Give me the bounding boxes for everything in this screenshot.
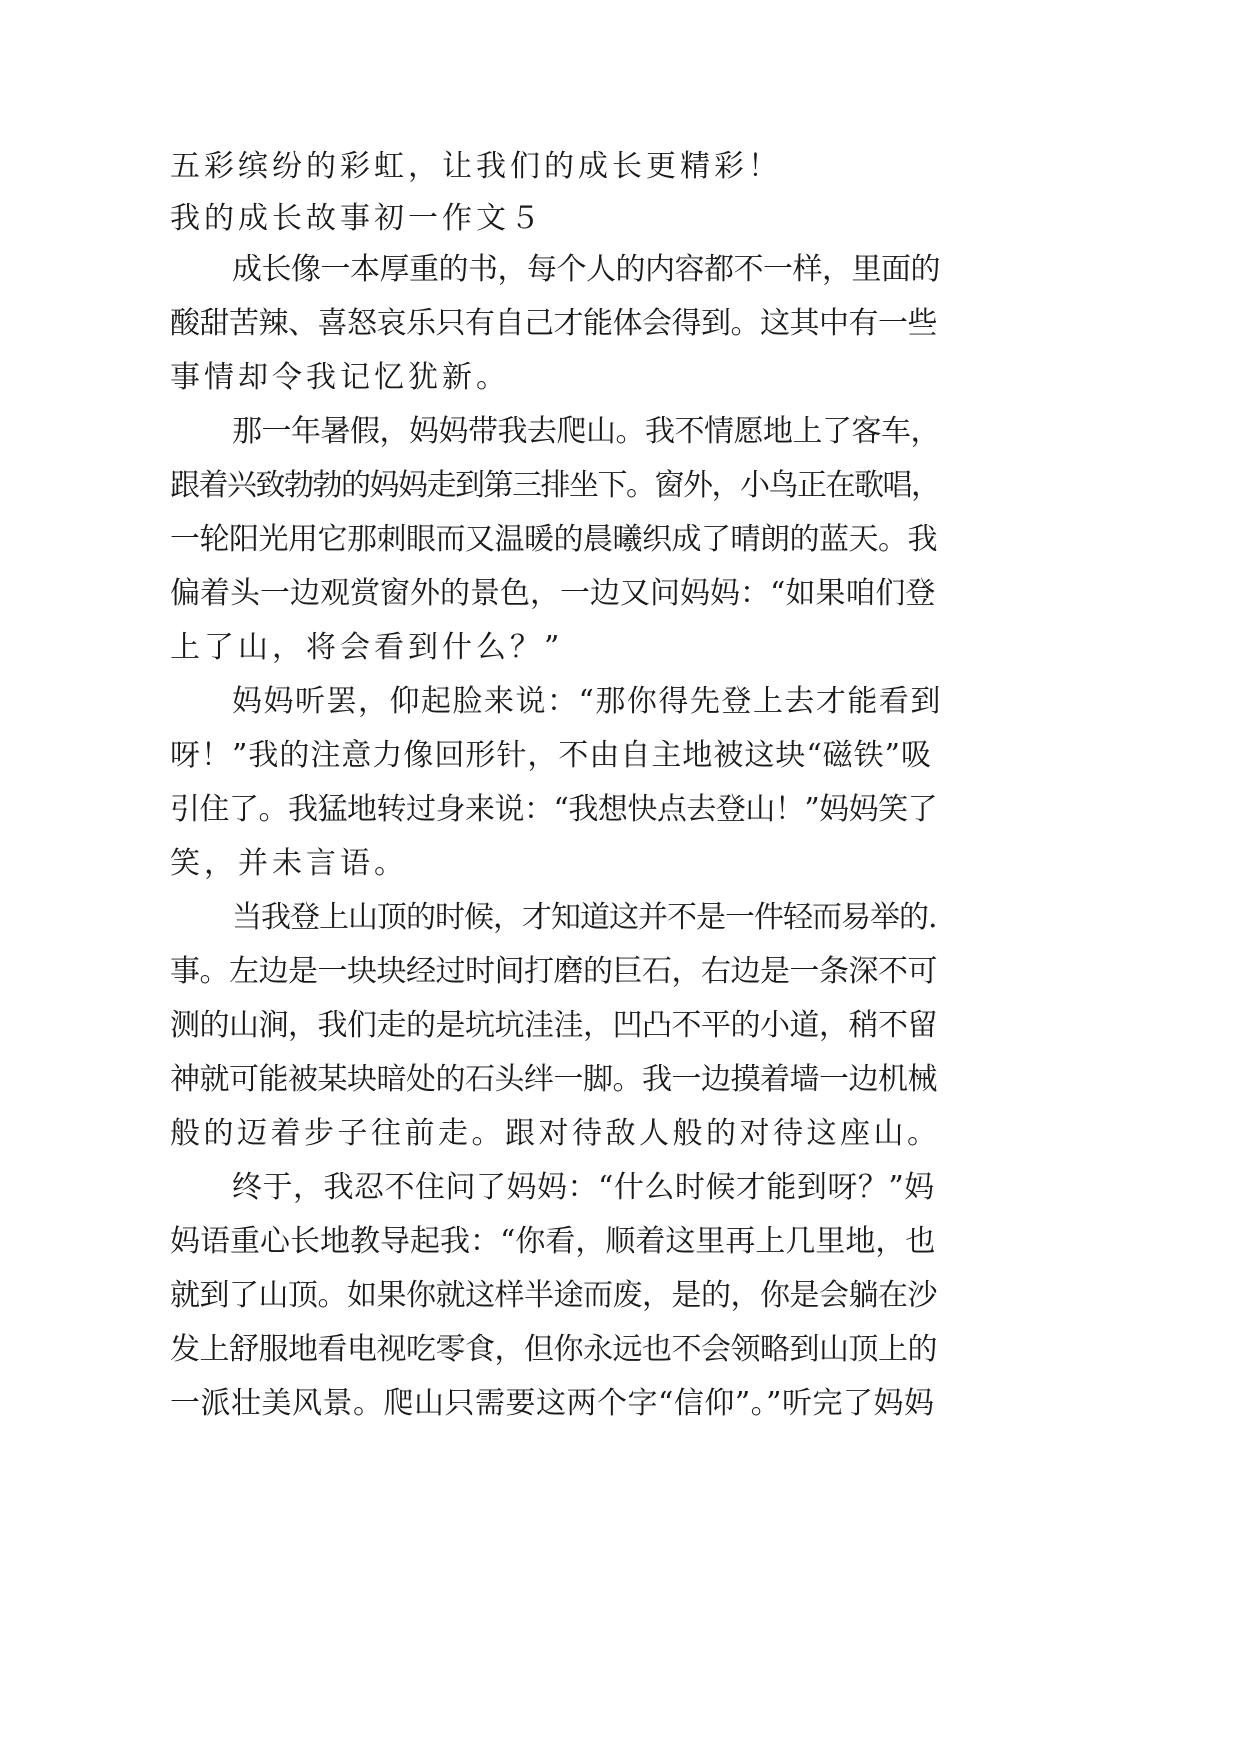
paragraph-start-line: 当我登上山顶的时候，才知道这并不是一件轻而易举的. xyxy=(232,900,937,935)
text-line: 酸甜苦辣、喜怒哀乐只有自己才能体会得到。这其中有一些 xyxy=(170,306,937,341)
paragraph-start-line: 终于，我忍不住问了妈妈：“什么时候才能到呀？”妈 xyxy=(232,1170,935,1205)
text-line: 五彩缤纷的彩虹，让我们的成长更精彩！ xyxy=(170,149,782,184)
text-line: 上了山，将会看到什么？” xyxy=(170,630,564,665)
paragraph-start-line: 那一年暑假，妈妈带我去爬山。我不情愿地上了客车， xyxy=(232,414,940,449)
text-line: 跟着兴致勃勃的妈妈走到第三排坐下。窗外，小鸟正在歌唱， xyxy=(170,468,940,503)
text-line: 引住了。我猛地转过身来说：“我想快点去登山！”妈妈笑了 xyxy=(170,792,938,827)
text-line: 事。左边是一块块经过时间打磨的巨石，右边是一条深不可 xyxy=(170,954,937,989)
text-line: 事情却令我记忆犹新。 xyxy=(170,360,510,395)
text-line: 妈语重心长地教导起我：“你看，顺着这里再上几里地，也 xyxy=(170,1224,936,1259)
text-line: 呀！”我的注意力像回形针，不由自主地被这块“磁铁”吸 xyxy=(170,738,933,773)
section-heading: 我的成长故事初一作文５ xyxy=(170,201,544,236)
text-line: 一派壮美风景。爬山只需要这两个字“信仰”。”听完了妈妈 xyxy=(170,1386,935,1421)
text-line: 偏着头一边观赏窗外的景色，一边又问妈妈：“如果咱们登 xyxy=(170,576,936,611)
text-line: 神就可能被某块暗处的石头绊一脚。我一边摸着墙一边机械 xyxy=(170,1062,937,1097)
text-line: 一轮阳光用它那刺眼而又温暖的晨曦织成了晴朗的蓝天。我 xyxy=(170,522,937,557)
text-line: 般的迈着步子往前走。跟对待敌人般的对待这座山。 xyxy=(170,1116,941,1151)
text-line: 测的山涧，我们走的是坑坑洼洼，凹凸不平的小道，稍不留 xyxy=(170,1008,937,1043)
text-line: 笑，并未言语。 xyxy=(170,846,408,881)
text-line: 发上舒服地看电视吃零食，但你永远也不会领略到山顶上的 xyxy=(170,1332,937,1367)
paragraph-start-line: 成长像一本厚重的书，每个人的内容都不一样，里面的 xyxy=(232,252,940,287)
text-line: 就到了山顶。如果你就这样半途而废，是的，你是会躺在沙 xyxy=(170,1278,937,1313)
paragraph-start-line: 妈妈听罢，仰起脸来说：“那你得先登上去才能看到 xyxy=(232,684,942,719)
